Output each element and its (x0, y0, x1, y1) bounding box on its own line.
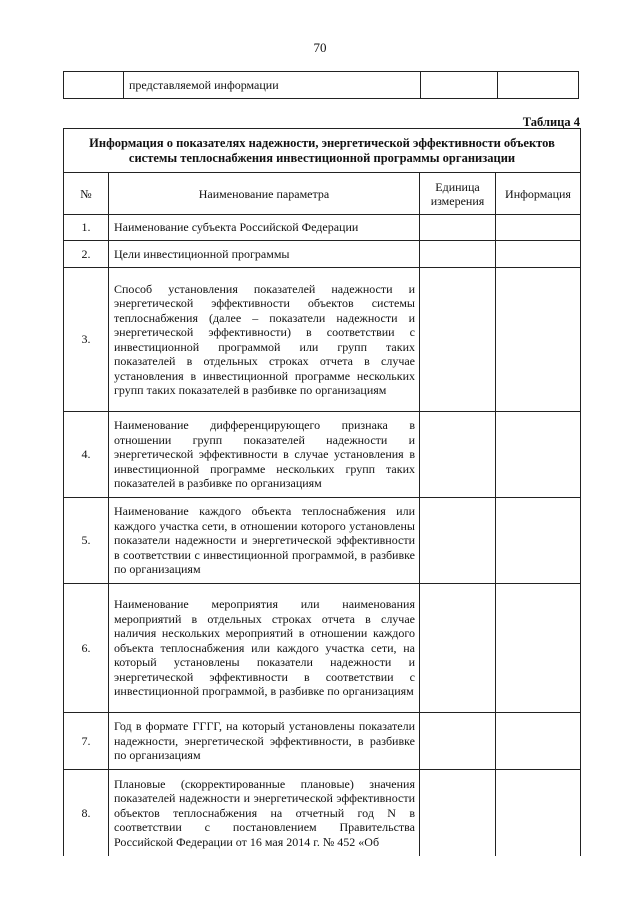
unit-cell (420, 584, 496, 713)
unit-cell (420, 412, 496, 498)
empty-cell (421, 72, 498, 99)
unit-cell (420, 241, 496, 268)
table-row (64, 498, 581, 584)
indicators-table (63, 128, 581, 856)
table-cell: представляемой информации (124, 72, 421, 99)
row-parameter: Наименование мероприятия или наименования мероприятий в отдельных строках отчета в случае наличия нескольких мероприятий в отношении каждого объекта теплоснабжения или каждого участка сети, на который установлены показатели надежности и энергетической эффективности в соответствии с инвестиционной программой, в разбивке по организациям (109, 584, 420, 713)
unit-cell (420, 713, 496, 770)
table-row (64, 584, 581, 713)
info-cell (496, 498, 581, 584)
row-number: 5. (64, 498, 109, 584)
previous-table-fragment (63, 71, 579, 99)
header-unit: Единица измерения (420, 173, 496, 215)
table-row (64, 215, 581, 241)
unit-cell (420, 498, 496, 584)
row-number: 4. (64, 412, 109, 498)
unit-cell (420, 215, 496, 241)
info-cell (496, 584, 581, 713)
table-title: Информация о показателях надежности, энергетической эффективности объектов системы теплоснабжения инвестиционной программы организации (64, 129, 581, 173)
table-row (64, 412, 581, 498)
row-parameter: Плановые (скорректированные плановые) значения показателей надежности и энергетической эффективности объектов теплоснабжения на отчетный год N в соответствии с постановлением Правительства Российской Федерации от 16 мая 2014 г. № 452 «Об (109, 770, 420, 857)
table-row (64, 72, 579, 99)
info-cell (496, 215, 581, 241)
header-info: Информация (496, 173, 581, 215)
title-row (64, 129, 581, 173)
unit-cell (420, 770, 496, 857)
empty-cell (64, 72, 124, 99)
header-num: № (64, 173, 109, 215)
page-number: 70 (313, 40, 327, 55)
header-row (64, 173, 581, 215)
row-number: 7. (64, 713, 109, 770)
row-number: 6. (64, 584, 109, 713)
info-cell (496, 241, 581, 268)
row-number: 1. (64, 215, 109, 241)
info-cell (496, 268, 581, 412)
row-parameter: Наименование каждого объекта теплоснабжения или каждого участка сети, в отношении которого установлены показатели надежности и энергетической эффективности в соответствии с инвестиционной программой, в разбивке по организациям (109, 498, 420, 584)
table-row (64, 770, 581, 857)
info-cell (496, 713, 581, 770)
row-number: 3. (64, 268, 109, 412)
unit-cell (420, 268, 496, 412)
table-row (64, 241, 581, 268)
info-cell (496, 770, 581, 857)
row-number: 2. (64, 241, 109, 268)
row-number: 8. (64, 770, 109, 857)
row-parameter: Год в формате ГГГГ, на который установлены показатели надежности, энергетической эффективности, в разбивке по организациям (109, 713, 420, 770)
empty-cell (498, 72, 579, 99)
row-parameter: Цели инвестиционной программы (109, 241, 420, 268)
info-cell (496, 412, 581, 498)
table-label: Таблица 4 (522, 115, 580, 129)
table-row (64, 713, 581, 770)
row-parameter: Способ установления показателей надежности и энергетической эффективности объектов системы теплоснабжения (далее – показатели надежности и энергетической эффективности) в соответствии с инвестиционной программой или групп таких показателей в отдельных строках отчета в случае установления в инвестиционной программе нескольких групп таких показателей в разбивке по организациям (109, 268, 420, 412)
row-parameter: Наименование дифференцирующего признака в отношении групп показателей надежности и энергетической эффективности в случае установления в инвестиционной программе нескольких групп таких показателей в разбивке по организациям (109, 412, 420, 498)
header-name: Наименование параметра (109, 173, 420, 215)
row-parameter: Наименование субъекта Российской Федерации (109, 215, 420, 241)
table-row (64, 268, 581, 412)
